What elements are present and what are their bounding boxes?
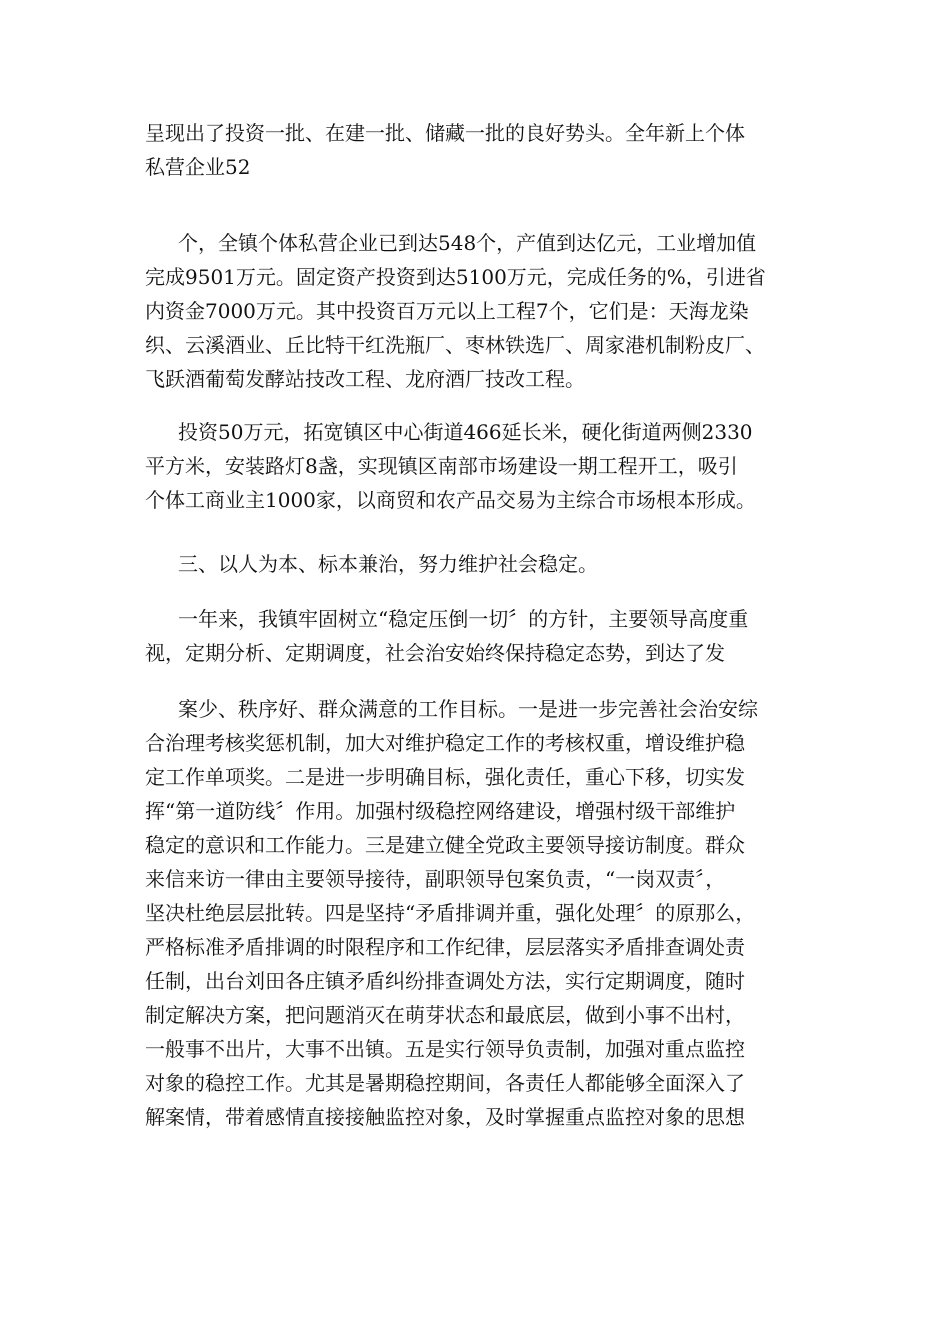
text-line: 解案情，带着感情直接接触监控对象，及时掌握重点监控对象的思想 xyxy=(145,1105,745,1129)
text-line: 视，定期分析、定期调度，社会治安始终保持稳定态势，到达了发 xyxy=(145,641,725,665)
paragraph-p3 xyxy=(145,415,807,517)
text-line: 来信来访一律由主要领导接待，副职领导包案负责，“一岗双责〞， xyxy=(145,867,726,891)
paragraph-p6 xyxy=(145,692,807,1134)
paragraph-p5 xyxy=(145,602,807,670)
text-line: 任制，出台刘田各庄镇矛盾纠纷排查调处方法，实行定期调度，随时 xyxy=(145,969,745,993)
text-line: 对象的稳控工作。尤其是暑期稳控期间，各责任人都能够全面深入了 xyxy=(145,1071,745,1095)
text-line: 个体工商业主1000家，以商贸和农产品交易为主综合市场根本形成。 xyxy=(145,488,756,512)
text-line: 严格标准矛盾排调的时限程序和工作纪律，层层落实矛盾排查调处责 xyxy=(145,935,745,959)
text-line: 内资金7000万元。其中投资百万元以上工程7个，它们是：天海龙染 xyxy=(145,299,749,323)
text-line: 坚决杜绝层层批转。四是坚持“矛盾排调并重，强化处理〞的原那么， xyxy=(145,901,756,925)
section-heading: 三、以人为本、标本兼治，努力维护社会稳定。 xyxy=(178,552,598,576)
text-line: 呈现出了投资一批、在建一批、储藏一批的良好势头。全年新上个体 xyxy=(145,121,745,145)
paragraph-p2 xyxy=(145,226,807,396)
text-line: 织、云溪酒业、丘比特干红洗瓶厂、枣林铁选厂、周家港机制粉皮厂、 xyxy=(145,333,765,357)
text-line: 稳定的意识和工作能力。三是建立健全党政主要领导接访制度。群众 xyxy=(145,833,745,857)
text-line: 一年来，我镇牢固树立“稳定压倒一切〞的方针，主要领导高度重 xyxy=(178,607,749,631)
text-line: 合治理考核奖惩机制，加大对维护稳定工作的考核权重，增设维护稳 xyxy=(145,731,745,755)
text-line: 案少、秩序好、群众满意的工作目标。一是进一步完善社会治安综 xyxy=(178,697,758,721)
text-line: 私营企业52 xyxy=(145,155,251,179)
text-line: 完成9501万元。固定资产投资到达5100万元，完成任务的%，引进省 xyxy=(145,265,766,289)
paragraph-p1 xyxy=(145,116,807,184)
paragraph-p4 xyxy=(145,547,807,581)
text-line: 个，全镇个体私营企业已到达548个，产值到达亿元，工业增加值 xyxy=(178,231,757,255)
text-line: 定工作单项奖。二是进一步明确目标，强化责任，重心下移，切实发 xyxy=(145,765,745,789)
text-line: 飞跃酒葡萄发酵站技改工程、龙府酒厂技改工程。 xyxy=(145,367,585,391)
text-line: 投资50万元，拓宽镇区中心街道466延长米，硬化街道两侧2330 xyxy=(178,420,753,444)
text-line: 平方米，安装路灯8盏，实现镇区南部市场建设一期工程开工，吸引 xyxy=(145,454,738,478)
text-line: 挥“第一道防线〞作用。加强村级稳控网络建设，增强村级干部维护 xyxy=(145,799,736,823)
text-line: 制定解决方案，把问题消灭在萌芽状态和最底层，做到小事不出村， xyxy=(145,1003,745,1027)
text-line: 一般事不出片，大事不出镇。五是实行领导负责制，加强对重点监控 xyxy=(145,1037,745,1061)
